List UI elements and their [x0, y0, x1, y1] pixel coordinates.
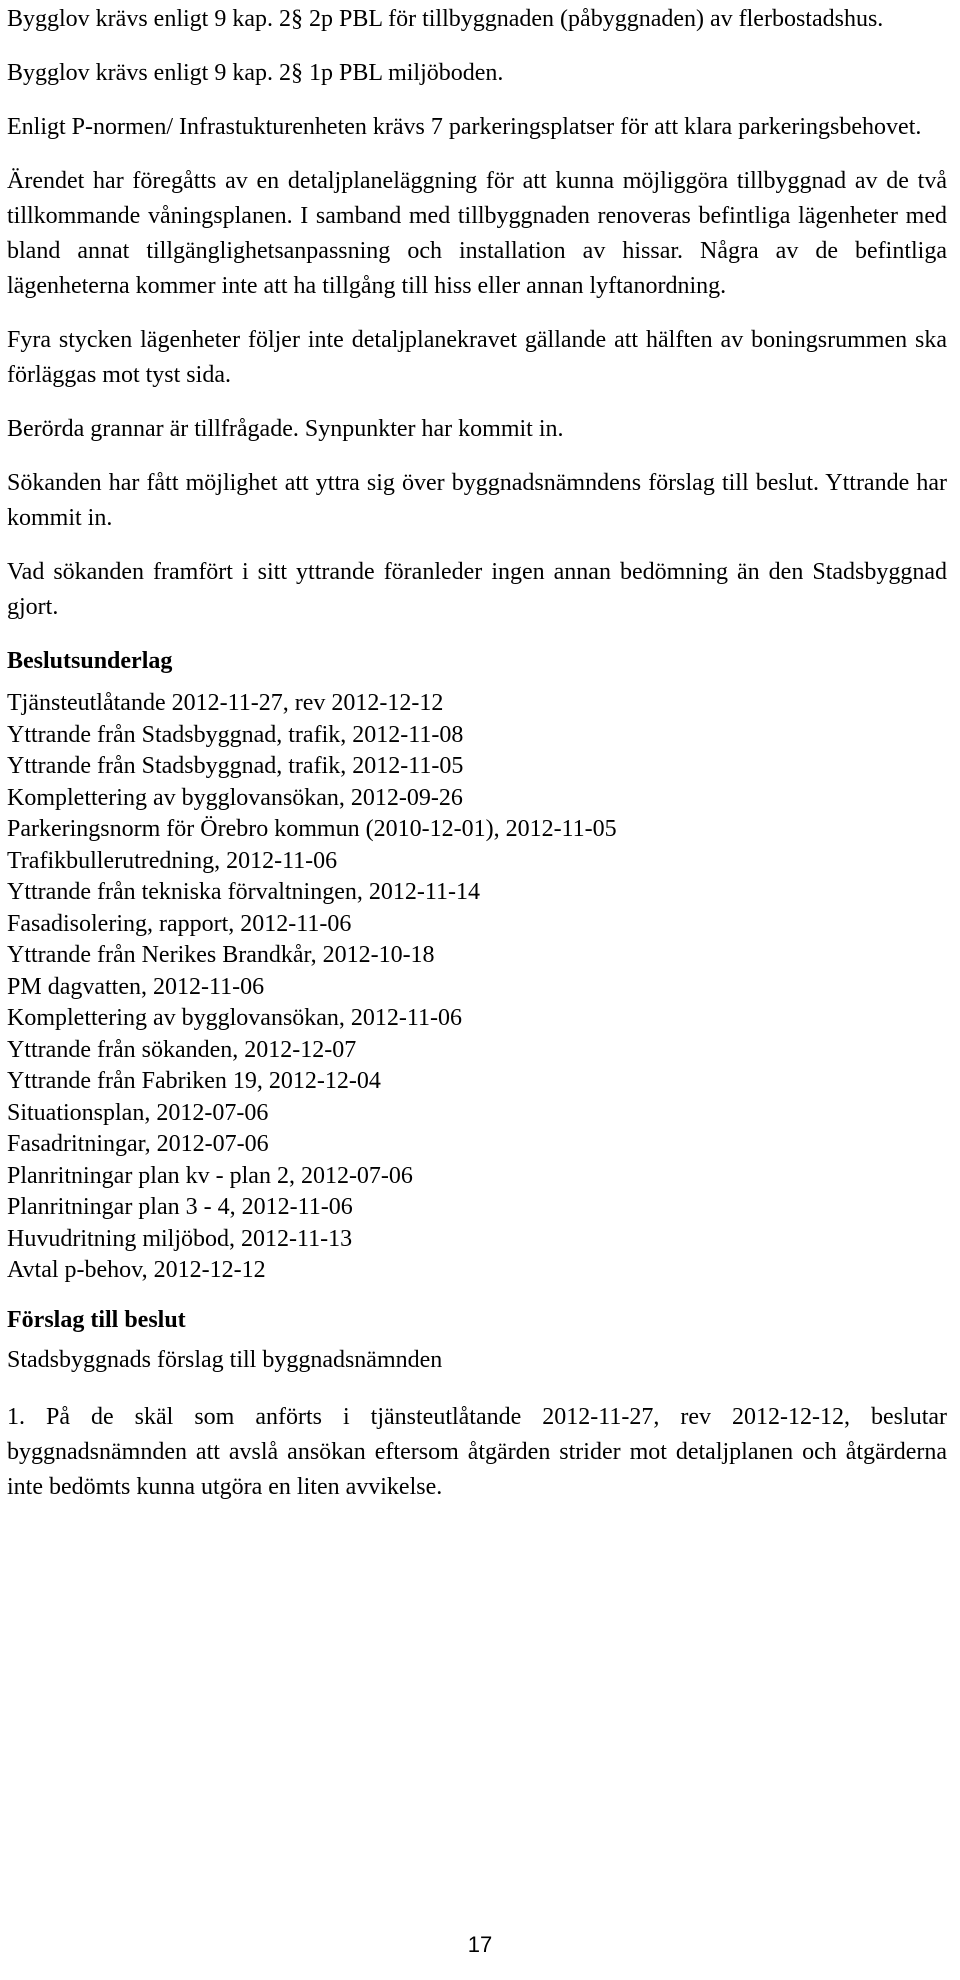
list-item: Fasadisolering, rapport, 2012-11-06 [7, 910, 352, 937]
document-body [7, 2, 947, 1505]
list-item: Situationsplan, 2012-07-06 [7, 1099, 269, 1126]
paragraph-grannar: Berörda grannar är tillfrågade. Synpunkter har kommit in. [7, 416, 564, 442]
list-item: Yttrande från Stadsbyggnad, trafik, 2012-11-08 [7, 721, 464, 748]
list-item: Parkeringsnorm för Örebro kommun (2010-12-01), 2012-11-05 [7, 816, 617, 842]
list-item: Yttrande från Fabriken 19, 2012-12-04 [7, 1068, 381, 1094]
list-item: Komplettering av bygglovansökan, 2012-09-26 [7, 784, 463, 811]
list-item: Tjänsteutlåtande 2012-11-27, rev 2012-12-12 [7, 690, 444, 716]
list-item: Huvudritning miljöbod, 2012-11-13 [7, 1225, 353, 1252]
list-item: Planritningar plan kv - plan 2, 2012-07-06 [7, 1162, 413, 1189]
beslutsunderlag-heading: Beslutsunderlag [7, 648, 173, 674]
list-item: Yttrande från tekniska förvaltningen, 2012-11-14 [7, 879, 480, 905]
list-item: Planritningar plan 3 - 4, 2012-11-06 [7, 1194, 353, 1220]
paragraph-bedomning: Vad sökanden framfört i sitt yttrande föranleder ingen annan bedömning än den Stadsbyggnad gjort. [7, 559, 947, 620]
paragraph-detaljplan: Ärendet har föregåtts av en detaljplaneläggning för att kunna möjliggöra tillbyggnad av de två tillkommande våningsplanen. I samband med tillbyggnaden renoveras befintliga lägenheter med bland annat tillgänglighetsanpassning och installation av hissar. Några av de befintliga lägenheterna kommer inte att ha tillgång till hiss eller annan lyftanordning. [7, 168, 947, 299]
paragraph-parkering: Enligt P-normen/ Infrastukturenheten krävs 7 parkeringsplatser för att klara parkeringsbehovet. [7, 114, 922, 140]
paragraph-bygglov-tillbyggnad: Bygglov krävs enligt 9 kap. 2§ 2p PBL för tillbyggnaden (påbyggnaden) av flerbostadshus. [7, 6, 884, 32]
paragraph-tyst-sida: Fyra stycken lägenheter följer inte detaljplanekravet gällande att hälften av boningsrummen ska förläggas mot tyst sida. [7, 327, 947, 388]
list-item: Komplettering av bygglovansökan, 2012-11-06 [7, 1005, 463, 1031]
list-item: Avtal p-behov, 2012-12-12 [7, 1257, 266, 1283]
forslag-heading: Förslag till beslut [7, 1306, 186, 1333]
list-item: Fasadritningar, 2012-07-06 [7, 1131, 269, 1157]
list-item: PM dagvatten, 2012-11-06 [7, 973, 265, 1000]
beslutsunderlag-list [7, 688, 947, 1287]
list-item: Yttrande från Stadsbyggnad, trafik, 2012-11-05 [7, 753, 464, 779]
page-number: 17 [467, 1932, 493, 1957]
forslag-subheading: Stadsbyggnads förslag till byggnadsnämnden [7, 1346, 443, 1373]
list-item: Yttrande från sökanden, 2012-12-07 [7, 1036, 357, 1063]
paragraph-bygglov-miljobod: Bygglov krävs enligt 9 kap. 2§ 1p PBL miljöboden. [7, 60, 504, 86]
list-item: Yttrande från Nerikes Brandkår, 2012-10-18 [7, 942, 435, 968]
forslag-item-1: 1. På de skäl som anförts i tjänsteutlåtande 2012-11-27, rev 2012-12-12, beslutar byggnadsnämnden att avslå ansökan eftersom åtgärden strider mot detaljplanen och åtgärderna inte bedömts kunna utgöra en liten avvikelse. [7, 1403, 947, 1500]
list-item: Trafikbullerutredning, 2012-11-06 [7, 847, 338, 874]
paragraph-yttra: Sökanden har fått möjlighet att yttra sig över byggnadsnämndens förslag till beslut. Yttrande har kommit in. [7, 470, 947, 531]
